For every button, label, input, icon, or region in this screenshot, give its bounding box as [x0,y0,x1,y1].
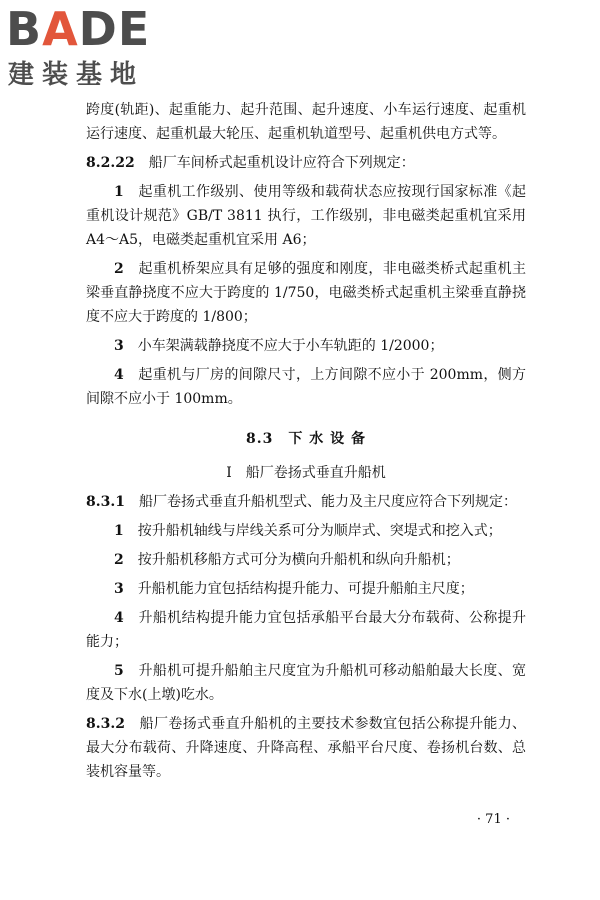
section-heading: 8.3 下 水 设 备 [246,431,366,447]
list-item: 4 升船机结构提升能力宜包括承船平台最大分布载荷、公称提升能力； [86,610,527,650]
subsection-heading: Ⅰ 船厂卷扬式垂直升船机 [226,465,386,481]
paragraph-continuation: 跨度(轨距)、起重能力、起升范围、起升速度、小车运行速度、起重机运行速度、起重机最大轮压、起重机轨道型号、起重机供电方式等。 [86,102,526,142]
clause-number: 8.3.1 [86,494,125,510]
list-item: 1 按升船机轴线与岸线关系可分为顺岸式、突堤式和挖入式； [114,523,502,539]
list-item: 4 起重机与厂房的间隙尺寸，上方间隙不应小于 200mm，侧方间隙不应小于 100mm。 [86,367,526,407]
list-item: 2 按升船机移船方式可分为横向升船机和纵向升船机； [114,552,460,568]
list-item: 2 起重机桥架应具有足够的强度和刚度，非电磁类桥式起重机主梁垂直静挠度不应大于跨度的 1/750，电磁类桥式起重机主梁垂直静挠度不应大于跨度的 1/800； [86,261,527,325]
page-number: · 71 · [476,812,510,827]
clause-8-3-1: 8.3.1 船厂卷扬式垂直升船机型式、能力及主尺度应符合下列规定： [86,494,517,510]
document-body [86,98,526,789]
list-item: 1 起重机工作级别、使用等级和载荷状态应按现行国家标准《起重机设计规范》GB/T 3811 执行，工作级别，非电磁类起重机宜采用 A4～A5，电磁类起重机宜采用 A6； [86,184,527,248]
brand-logo [6,4,176,96]
list-item: 3 升船机能力宜包括结构提升能力、可提升船舶主尺度； [114,581,474,597]
clause-8-3-2: 8.3.2 船厂卷扬式垂直升船机的主要技术参数宜包括公称提升能力、最大分布载荷、升降速度、升降高程、承船平台尺度、卷扬机台数、总装机容量等。 [86,716,527,780]
logo-subtitle: 建装基地 [8,60,145,90]
clause-8-2-22: 8.2.22 船厂车间桥式起重机设计应符合下列规定： [86,155,415,171]
clause-number: 8.2.22 [86,155,135,171]
list-item: 5 升船机可提升船舶主尺度宜为升船机可移动船舶最大长度、宽度及下水(上墩)吃水。 [86,663,527,703]
logo-wordmark: BADE [6,2,151,56]
clause-number: 8.3.2 [86,716,125,732]
list-item: 3 小车架满载静挠度不应大于小车轨距的 1/2000； [114,338,444,354]
